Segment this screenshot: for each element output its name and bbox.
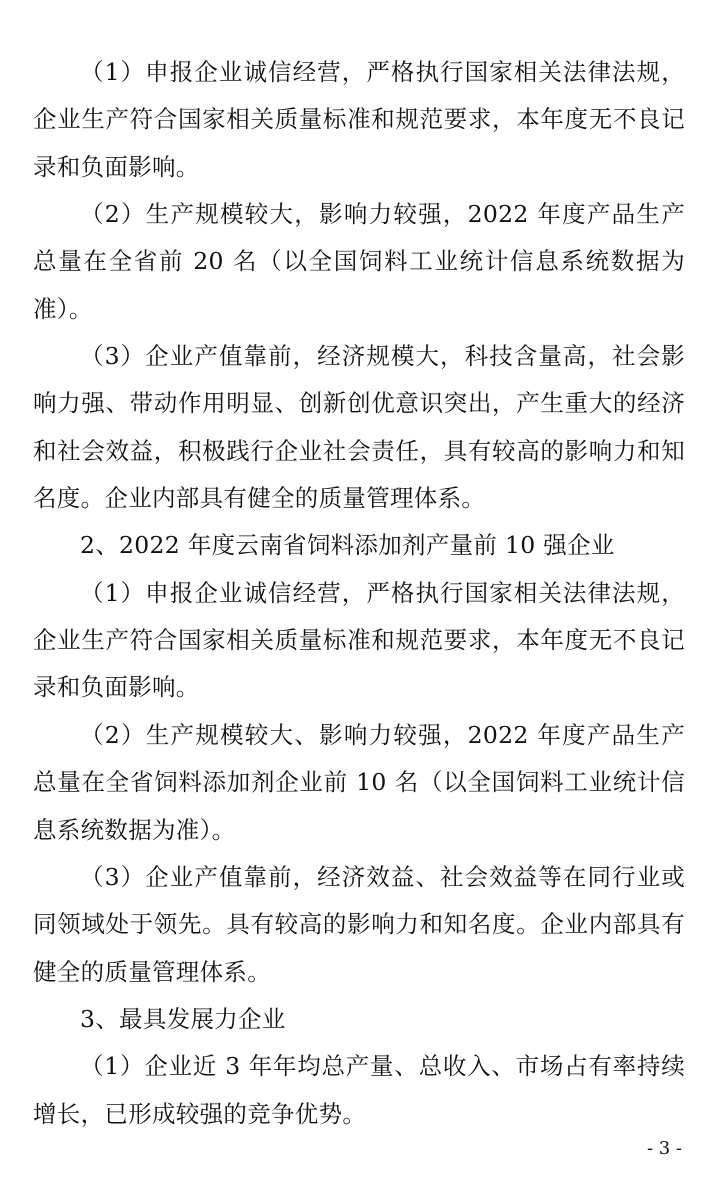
page-number: - 3 - — [646, 1138, 682, 1159]
paragraph-1-2-scale: （2）生产规模较大，影响力较强，2022 年度产品生产总量在全省前 20 名（以全国饲料工业统计信息系统数据为准）。 — [33, 200, 685, 323]
section-heading-2-additive-top10: 2、2022 年度云南省饲料添加剂产量前 10 强企业 — [80, 531, 615, 560]
paragraph-2-3-output-value: （3）企业产值靠前，经济效益、社会效益等在同行业或同领域处于领先。具有较高的影响力和知名度。企业内部具有健全的质量管理体系。 — [33, 862, 685, 986]
paragraph-1-3-output-value: （3）企业产值靠前，经济规模大，科技含量高，社会影响力强、带动作用明显、创新创优意识突出，产生重大的经济和社会效益，积极践行企业社会责任，具有较高的影响力和知名度。企业内部具有健全的质量管理体系。 — [33, 342, 685, 513]
paragraph-1-1-integrity: （1）申报企业诚信经营，严格执行国家相关法律法规，企业生产符合国家相关质量标准和规范要求，本年度无不良记录和负面影响。 — [33, 58, 685, 181]
paragraph-2-2-scale: （2）生产规模较大、影响力较强，2022 年度产品生产总量在全省饲料添加剂企业前 10 名（以全国饲料工业统计信息系统数据为准）。 — [33, 720, 685, 844]
section-heading-3-development: 3、最具发展力企业 — [80, 1004, 286, 1033]
paragraph-2-1-integrity: （1）申报企业诚信经营，严格执行国家相关法律法规，企业生产符合国家相关质量标准和规范要求，本年度无不良记录和负面影响。 — [33, 578, 685, 702]
paragraph-3-1-growth: （1）企业近 3 年年均总产量、总收入、市场占有率持续增长，已形成较强的竞争优势。 — [33, 1052, 685, 1128]
document-body — [33, 49, 685, 1138]
